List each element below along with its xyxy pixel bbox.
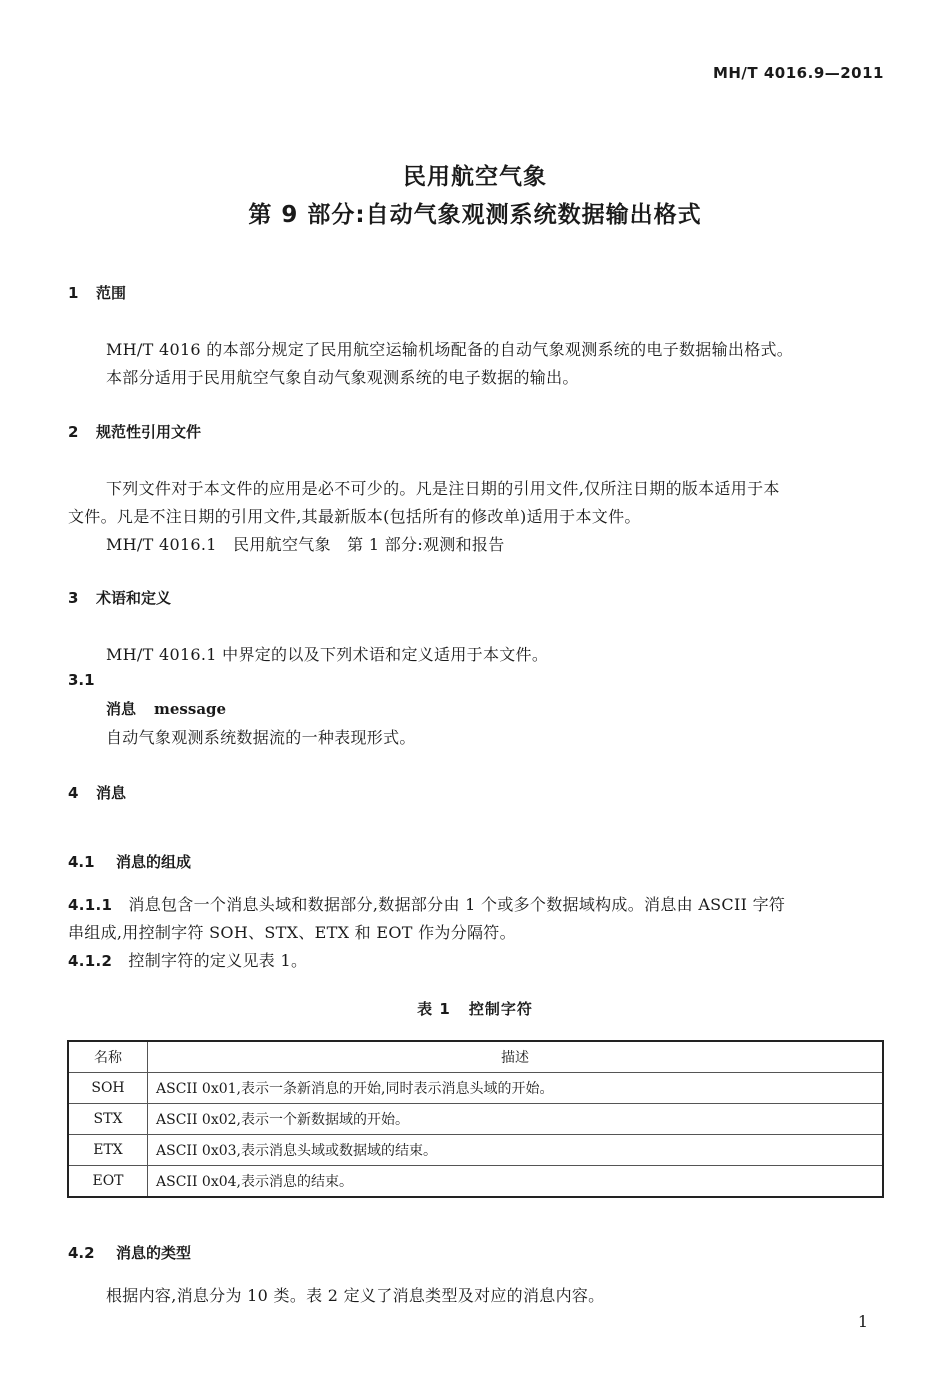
section-title: 消息 (96, 784, 127, 802)
section-1-paragraph-1: MH/T 4016 的本部分规定了民用航空运输机场配备的自动气象观测系统的电子数据输出格式。 (106, 340, 794, 359)
subsection-title: 消息的类型 (116, 1244, 192, 1262)
section-number: 2 (68, 423, 79, 441)
table-cell-description: ASCII 0x03,表示消息头域或数据域的结束。 (148, 1135, 884, 1166)
table-row (68, 1073, 883, 1104)
table-cell-description: ASCII 0x02,表示一个新数据域的开始。 (148, 1104, 884, 1135)
page-title-line2: 第 9 部分:自动气象观测系统数据输出格式 (248, 202, 702, 228)
section-2-paragraph-line-1: 下列文件对于本文件的应用是必不可少的。凡是注日期的引用文件,仅所注日期的版本适用于本 (106, 479, 780, 498)
section-number: 1 (68, 284, 79, 302)
table-cell-name: ETX (68, 1135, 148, 1166)
page-title-line1: 民用航空气象 (403, 164, 547, 190)
clause-number: 4.1.2 (68, 952, 113, 970)
clause-text: 控制字符的定义见表 1。 (128, 951, 308, 970)
page-number: 1 (857, 1312, 868, 1331)
control-characters-table (67, 1040, 884, 1198)
table-caption-title: 控制字符 (468, 1000, 533, 1018)
table-row (68, 1166, 883, 1198)
section-title: 范围 (96, 284, 127, 302)
table-cell-name: EOT (68, 1166, 148, 1198)
term-definition: 自动气象观测系统数据流的一种表现形式。 (106, 728, 416, 747)
clause-4-1-2 (68, 948, 307, 971)
section-number: 4 (68, 784, 79, 802)
clause-text: 消息包含一个消息头域和数据部分,数据部分由 1 个或多个数据域构成。消息由 ASCII 字符 (128, 895, 786, 914)
section-3-paragraph: MH/T 4016.1 中界定的以及下列术语和定义适用于本文件。 (106, 645, 549, 664)
section-1-paragraph-2: 本部分适用于民用航空气象自动气象观测系统的电子数据的输出。 (106, 368, 579, 387)
term-heading (106, 698, 226, 719)
section-1-heading (68, 282, 126, 303)
table-caption (0, 998, 950, 1019)
normative-reference: MH/T 4016.1 民用航空气象 第 1 部分:观测和报告 (106, 535, 505, 554)
section-4-heading (68, 782, 126, 803)
section-title: 规范性引用文件 (96, 423, 202, 441)
table-row (68, 1135, 883, 1166)
column-header-description: 描述 (148, 1041, 884, 1073)
section-2-paragraph-line-2: 文件。凡是不注日期的引用文件,其最新版本(包括所有的修改单)适用于本文件。 (68, 507, 641, 526)
table-header-row (68, 1041, 883, 1073)
clause-4-1-1-line-2: 串组成,用控制字符 SOH、STX、ETX 和 EOT 作为分隔符。 (68, 923, 516, 942)
clause-4-1-1-line-1 (68, 892, 785, 915)
table-cell-name: STX (68, 1104, 148, 1135)
table-caption-number: 表 1 (417, 1000, 451, 1018)
table-row (68, 1104, 883, 1135)
subsection-number: 4.2 (68, 1244, 95, 1262)
subsection-4-1-heading (68, 851, 191, 872)
term-chinese: 消息 (106, 700, 137, 718)
subsection-4-2-heading (68, 1242, 191, 1263)
section-number: 3 (68, 589, 79, 607)
table-cell-description: ASCII 0x01,表示一条新消息的开始,同时表示消息头域的开始。 (148, 1073, 884, 1104)
document-number: MH/T 4016.9—2011 (712, 64, 884, 82)
table-cell-description: ASCII 0x04,表示消息的结束。 (148, 1166, 884, 1198)
section-3-heading (68, 587, 171, 608)
section-title: 术语和定义 (96, 589, 172, 607)
table-cell-name: SOH (68, 1073, 148, 1104)
term-english: message (154, 700, 227, 718)
section-2-heading (68, 421, 201, 442)
subsection-4-2-paragraph: 根据内容,消息分为 10 类。表 2 定义了消息类型及对应的消息内容。 (106, 1286, 605, 1305)
subsection-title: 消息的组成 (116, 853, 192, 871)
clause-number: 4.1.1 (68, 896, 113, 914)
subsection-number: 4.1 (68, 853, 95, 871)
column-header-name: 名称 (68, 1041, 148, 1073)
term-number: 3.1 (68, 671, 95, 689)
